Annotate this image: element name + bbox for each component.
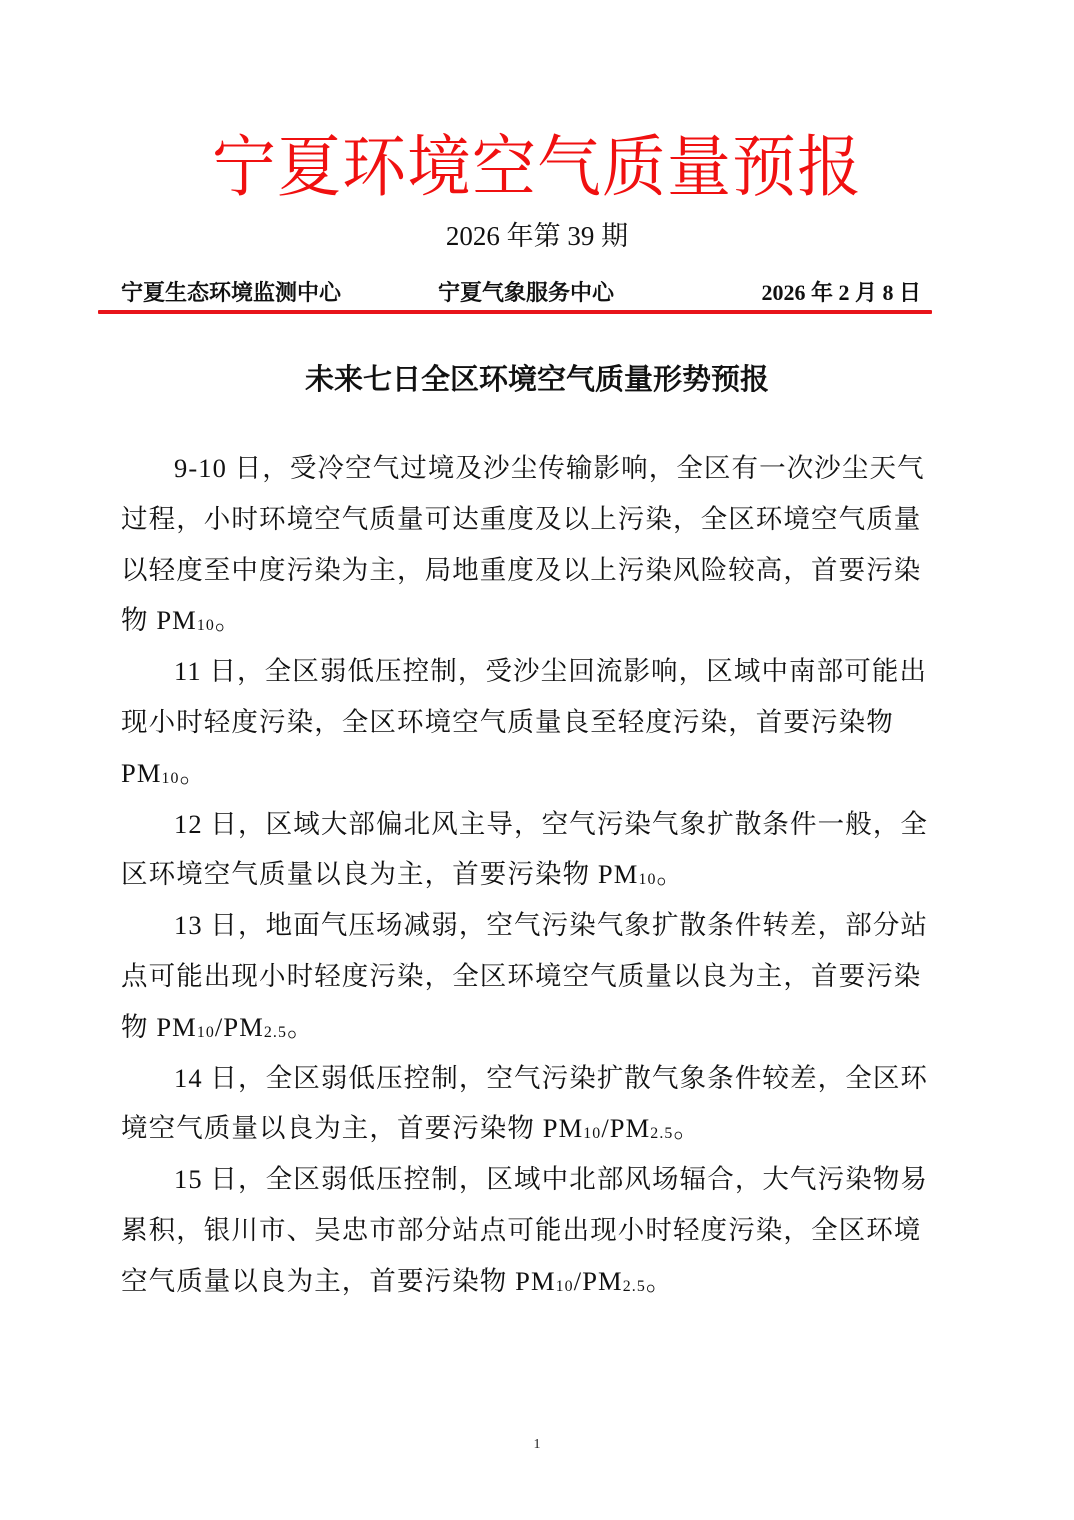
pollutant-subscript: 10 xyxy=(583,1125,602,1143)
paragraph-line xyxy=(121,849,955,900)
paragraph-line xyxy=(121,1256,955,1307)
forecast-paragraph xyxy=(121,799,955,901)
paragraph-line xyxy=(121,748,955,799)
sentence-end: 。 xyxy=(179,757,208,788)
pollutant-subscript: 10 xyxy=(161,769,180,787)
pollutant-text: PM xyxy=(121,757,162,788)
paragraph-line: 点可能出现小时轻度污染，全区环境空气质量以良为主，首要污染 xyxy=(121,960,922,991)
forecast-paragraph xyxy=(121,443,955,646)
pollutant-subscript: 2.5 xyxy=(650,1125,674,1143)
sentence-end: 。 xyxy=(673,1113,702,1144)
issuer-row xyxy=(121,276,921,310)
paragraph-line: 13 日，地面气压场减弱，空气污染气象扩散条件转差，部分站 xyxy=(174,910,929,941)
document-title: 未来七日全区环境空气质量形势预报 xyxy=(304,362,769,396)
paragraph-line xyxy=(121,595,955,646)
page-number: 1 xyxy=(533,1437,541,1452)
issue-number: 2026 年第 39 期 xyxy=(445,221,629,251)
paragraph-line: 11 日，全区弱低压控制，受沙尘回流影响，区域中南部可能出 xyxy=(174,656,928,687)
sentence-end: 。 xyxy=(287,1011,315,1042)
pollutant-text: 物 PM xyxy=(121,1011,197,1042)
red-divider-rule xyxy=(98,310,932,314)
issuer-meteorological-center: 宁夏气象服务中心 xyxy=(438,280,615,305)
sentence-end: 。 xyxy=(656,859,685,890)
paragraph-line: 现小时轻度污染，全区环境空气质量良至轻度污染，首要污染物 xyxy=(121,706,894,737)
paragraph-line: 14 日，全区弱低压控制，空气污染扩散气象条件较差，全区环 xyxy=(174,1062,929,1093)
paragraph-text: 境空气质量以良为主，首要污染物 PM xyxy=(121,1113,584,1144)
pollutant-subscript: 10 xyxy=(196,1023,215,1041)
paragraph-text: 空气质量以良为主，首要污染物 PM xyxy=(121,1265,556,1296)
paragraph-line: 过程，小时环境空气质量可达重度及以上污染，全区环境空气质量 xyxy=(121,503,922,534)
sentence-end: 。 xyxy=(645,1265,674,1296)
issuer-monitoring-center: 宁夏生态环境监测中心 xyxy=(121,280,342,305)
sentence-end: 。 xyxy=(214,605,243,636)
paragraph-text: 区环境空气质量以良为主，首要污染物 PM xyxy=(121,859,639,890)
paragraph-line xyxy=(121,1002,955,1053)
paragraph-line: 9-10 日，受冷空气过境及沙尘传输影响，全区有一次沙尘天气 xyxy=(174,453,925,483)
pollutant-text: 物 PM xyxy=(121,605,197,636)
forecast-paragraph xyxy=(121,646,955,798)
pollutant-text: /PM xyxy=(573,1265,623,1296)
paragraph-line: 以轻度至中度污染为主，局地重度及以上污染风险较高，首要污染 xyxy=(121,554,922,585)
forecast-paragraph xyxy=(121,900,955,1052)
paragraph-line: 累积，银川市、吴忠市部分站点可能出现小时轻度污染，全区环境 xyxy=(121,1214,922,1245)
document-body xyxy=(121,443,955,1307)
paragraph-line xyxy=(121,1103,955,1154)
paragraph-line: 12 日，区域大部偏北风主导，空气污染气象扩散条件一般，全 xyxy=(174,808,929,839)
pollutant-text: /PM xyxy=(214,1011,264,1042)
pollutant-subscript: 10 xyxy=(196,617,215,635)
paragraph-line: 15 日，全区弱低压控制，区域中北部风场辐合，大气污染物易 xyxy=(174,1164,929,1195)
forecast-paragraph xyxy=(121,1053,955,1155)
forecast-paragraph xyxy=(121,1154,955,1306)
pollutant-subscript: 2.5 xyxy=(263,1023,288,1041)
pollutant-subscript: 10 xyxy=(638,871,657,889)
pollutant-subscript: 10 xyxy=(555,1277,574,1295)
issue-date: 2026 年 2 月 8 日 xyxy=(761,280,921,305)
pollutant-subscript: 2.5 xyxy=(622,1277,646,1295)
masthead-title: 宁夏环境空气质量预报 xyxy=(212,129,862,207)
pollutant-text: /PM xyxy=(601,1113,651,1144)
